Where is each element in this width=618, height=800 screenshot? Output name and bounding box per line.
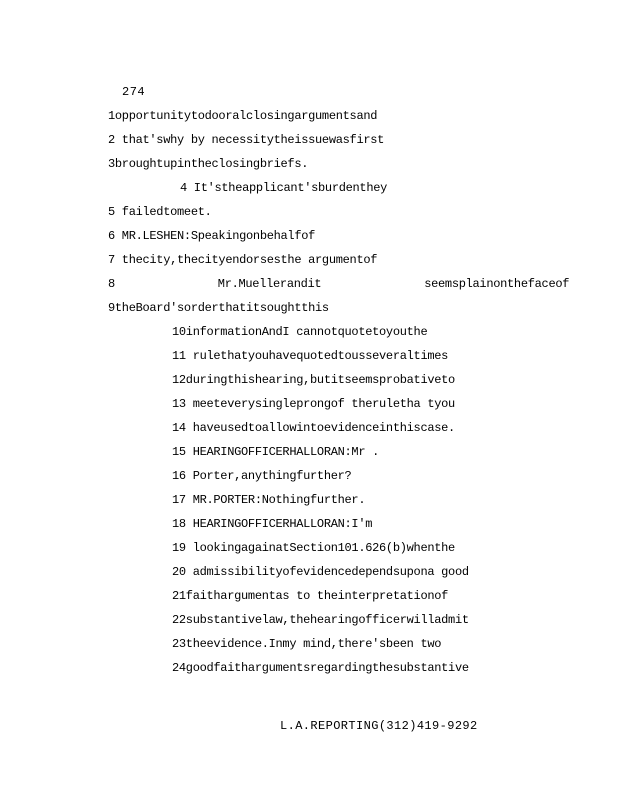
- transcript-line-17: 17 MR.PORTER:Nothingfurther.: [172, 493, 366, 507]
- transcript-line-7: 7 thecity,thecityendorsesthe argumentof: [108, 253, 378, 267]
- transcript-line-11: 11 rulethatyouhavequotedtousseveraltimes: [172, 349, 449, 363]
- transcript-line-8: 8 Mr.Muellerandit seemsplainonthefaceof: [108, 277, 570, 291]
- transcript-line-19: 19 lookingagainatSection101.626(b)whenthe: [172, 541, 455, 555]
- transcript-line-24: 24goodfaithargumentsregardingthesubstantive: [172, 661, 469, 675]
- transcript-line-2: 2 that'swhy by necessitytheissuewasfirst: [108, 133, 385, 147]
- transcript-line-15: 15 HEARINGOFFICERHALLORAN:Mr .: [172, 445, 380, 459]
- transcript-line-13: 13 meeteverysingleprongof theruletha tyou: [172, 397, 455, 411]
- transcript-line-9: 9theBoard'sorderthatitsoughtthis: [108, 301, 329, 315]
- transcript-line-18: 18 HEARINGOFFICERHALLORAN:I'm: [172, 517, 373, 531]
- transcript-line-1: 1opportunitytodooralclosingargumentsand: [108, 109, 378, 123]
- reporter-footer: L.A.REPORTING(312)419-9292: [280, 719, 478, 733]
- transcript-line-4: 4 It'stheapplicant'sburdenthey: [180, 181, 388, 195]
- transcript-line-6: 6 MR.LESHEN:Speakingonbehalfof: [108, 229, 316, 243]
- transcript-line-5: 5 failedtomeet.: [108, 205, 212, 219]
- transcript-line-3: 3broughtupintheclosingbriefs.: [108, 157, 309, 171]
- transcript-line-16: 16 Porter,anythingfurther?: [172, 469, 352, 483]
- transcript-line-21: 21faithargumentas to theinterpretationof: [172, 589, 449, 603]
- transcript-line-22: 22substantivelaw,thehearingofficerwilladmit: [172, 613, 469, 627]
- transcript-line-10: 10informationAndI cannotquotetoyouthe: [172, 325, 428, 339]
- transcript-line-20: 20 admissibilityofevidencedependsupona good: [172, 565, 469, 579]
- transcript-line-23: 23theevidence.Inmy mind,there'sbeen two: [172, 637, 442, 651]
- transcript-line-12: 12duringthishearing,butitseemsprobativeto: [172, 373, 455, 387]
- transcript-line-14: 14 haveusedtoallowintoevidenceinthiscase.: [172, 421, 455, 435]
- page-number: 274: [122, 85, 146, 99]
